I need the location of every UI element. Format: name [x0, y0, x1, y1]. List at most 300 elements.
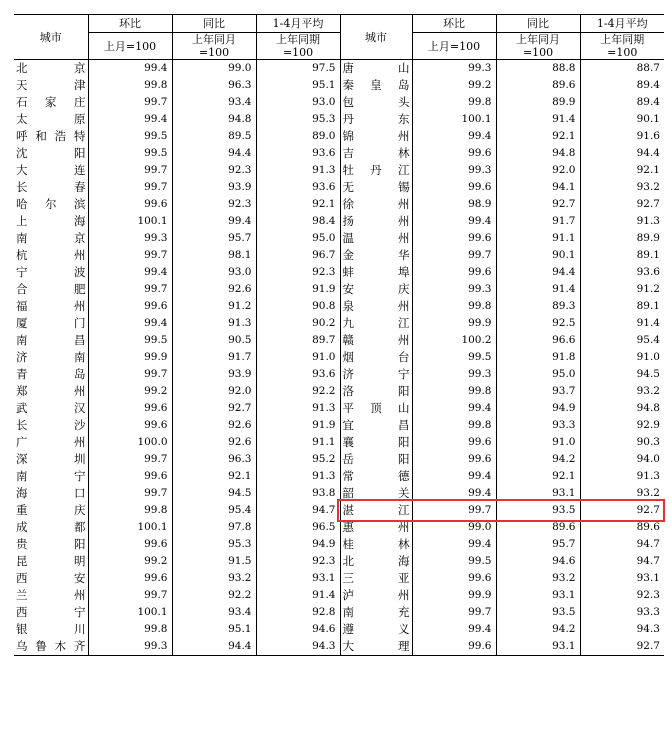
table-row	[14, 604, 664, 621]
avg-value-left: 94.9	[256, 536, 340, 553]
mom-value-right: 99.4	[412, 536, 496, 553]
mom-value-right: 99.4	[412, 213, 496, 230]
yoy-value-right: 89.6	[496, 519, 580, 536]
city-name-right: 蚌 埠	[340, 264, 412, 281]
table-row	[14, 366, 664, 383]
yoy-value-left: 92.0	[172, 383, 256, 400]
price-index-table	[14, 14, 664, 656]
avg-value-left: 92.3	[256, 264, 340, 281]
city-name-left: 沈 阳	[16, 146, 86, 160]
city-name-left: 兰 州	[16, 588, 86, 602]
yoy-value-right: 92.0	[496, 162, 580, 179]
table-row	[14, 451, 664, 468]
header-sub-mom-left: 上月=100	[88, 33, 172, 60]
city-name-right: 牡丹江	[340, 162, 412, 179]
mom-value-right: 99.7	[412, 247, 496, 264]
table-row	[14, 536, 664, 553]
avg-value-right: 91.3	[580, 468, 664, 485]
mom-value-left: 99.3	[88, 230, 172, 247]
city-name-left: 上 海	[16, 214, 86, 228]
header-row-subs	[14, 33, 664, 60]
avg-value-left: 93.6	[256, 145, 340, 162]
yoy-value-right: 91.4	[496, 281, 580, 298]
mom-value-left: 99.8	[88, 77, 172, 94]
table-row	[14, 570, 664, 587]
mom-value-left: 99.6	[88, 196, 172, 213]
mom-value-right: 98.9	[412, 196, 496, 213]
mom-value-left: 99.3	[88, 638, 172, 656]
city-name-left: 青 岛	[16, 367, 86, 381]
mom-value-left: 99.4	[88, 60, 172, 78]
header-mom-right: 环比	[412, 15, 496, 33]
highlight-box	[337, 499, 665, 522]
mom-value-left: 100.1	[88, 519, 172, 536]
yoy-value-left: 93.0	[172, 264, 256, 281]
yoy-value-left: 91.3	[172, 315, 256, 332]
city-name-right: 桂 林	[340, 536, 412, 553]
city-name-left: 南 昌	[16, 333, 86, 347]
avg-value-right: 89.6	[580, 519, 664, 536]
mom-value-left: 99.5	[88, 145, 172, 162]
avg-value-right: 94.7	[580, 536, 664, 553]
city-name-left: 银 川	[16, 622, 86, 636]
mom-value-right: 99.3	[412, 162, 496, 179]
city-name-left: 合 肥	[16, 282, 86, 296]
table-row	[14, 332, 664, 349]
avg-value-right: 92.7	[580, 502, 664, 519]
city-name-right: 包 头	[340, 94, 412, 111]
mom-value-left: 100.0	[88, 434, 172, 451]
city-name-right: 锦 州	[340, 128, 412, 145]
yoy-value-right: 91.1	[496, 230, 580, 247]
city-name-right: 湛 江	[340, 502, 412, 519]
city-name-right: 赣 州	[340, 332, 412, 349]
mom-value-left: 99.4	[88, 111, 172, 128]
city-name-left: 福 州	[16, 299, 86, 313]
avg-value-right: 92.3	[580, 587, 664, 604]
yoy-value-left: 92.6	[172, 281, 256, 298]
mom-value-right: 100.2	[412, 332, 496, 349]
avg-value-right: 89.1	[580, 247, 664, 264]
city-name-left: 厦 门	[16, 316, 86, 330]
mom-value-right: 99.6	[412, 264, 496, 281]
mom-value-right: 99.4	[412, 400, 496, 417]
avg-value-left: 91.3	[256, 468, 340, 485]
header-city-right: 城市	[340, 15, 412, 60]
avg-value-right: 92.7	[580, 196, 664, 213]
mom-value-right: 99.8	[412, 298, 496, 315]
yoy-value-left: 94.5	[172, 485, 256, 502]
table-row	[14, 111, 664, 128]
avg-value-right: 94.0	[580, 451, 664, 468]
table-row	[14, 230, 664, 247]
yoy-value-right: 91.0	[496, 434, 580, 451]
table-row	[14, 638, 664, 656]
table-row	[14, 60, 664, 78]
yoy-value-right: 93.1	[496, 485, 580, 502]
avg-value-right: 89.1	[580, 298, 664, 315]
city-name-right: 扬 州	[340, 213, 412, 230]
city-name-left: 贵 阳	[16, 537, 86, 551]
city-name-right: 温 州	[340, 230, 412, 247]
avg-value-left: 94.6	[256, 621, 340, 638]
yoy-value-left: 93.9	[172, 179, 256, 196]
header-row-groups	[14, 15, 664, 33]
mom-value-left: 99.6	[88, 417, 172, 434]
avg-value-right: 89.4	[580, 94, 664, 111]
city-name-right: 襄 阳	[340, 434, 412, 451]
table-row	[14, 468, 664, 485]
avg-value-right: 94.7	[580, 553, 664, 570]
yoy-value-left: 94.4	[172, 638, 256, 656]
mom-value-right: 99.6	[412, 145, 496, 162]
mom-value-left: 99.7	[88, 281, 172, 298]
avg-value-right: 89.4	[580, 77, 664, 94]
avg-value-left: 94.3	[256, 638, 340, 656]
city-name-left: 济 南	[16, 350, 86, 364]
table-row	[14, 383, 664, 400]
mom-value-left: 99.7	[88, 451, 172, 468]
city-name-left: 西 宁	[16, 605, 86, 619]
header-avg-left: 1-4月平均	[256, 15, 340, 33]
mom-value-left: 99.7	[88, 247, 172, 264]
yoy-value-right: 94.4	[496, 264, 580, 281]
city-name-left: 南 宁	[16, 469, 86, 483]
header-yoy-right: 同比	[496, 15, 580, 33]
city-name-right: 南 充	[340, 604, 412, 621]
avg-value-left: 97.5	[256, 60, 340, 78]
yoy-value-left: 95.4	[172, 502, 256, 519]
yoy-value-right: 89.6	[496, 77, 580, 94]
avg-value-right: 94.8	[580, 400, 664, 417]
header-sub-yoy-right: 上年同月 =100	[496, 33, 580, 60]
table-row	[14, 162, 664, 179]
city-name-right: 徐 州	[340, 196, 412, 213]
yoy-value-right: 89.9	[496, 94, 580, 111]
mom-value-left: 99.2	[88, 553, 172, 570]
mom-value-left: 99.9	[88, 349, 172, 366]
mom-value-left: 99.2	[88, 383, 172, 400]
yoy-value-right: 95.7	[496, 536, 580, 553]
avg-value-left: 91.0	[256, 349, 340, 366]
yoy-value-left: 93.2	[172, 570, 256, 587]
table-row	[14, 621, 664, 638]
avg-value-left: 96.7	[256, 247, 340, 264]
yoy-value-right: 93.1	[496, 587, 580, 604]
avg-value-right: 93.2	[580, 179, 664, 196]
avg-value-left: 89.7	[256, 332, 340, 349]
yoy-value-left: 91.5	[172, 553, 256, 570]
mom-value-left: 99.6	[88, 298, 172, 315]
city-name-right: 岳 阳	[340, 451, 412, 468]
table-row	[14, 587, 664, 604]
city-name-left: 哈尔滨	[16, 197, 86, 211]
city-name-left: 杭 州	[16, 248, 86, 262]
city-name-left: 昆 明	[16, 554, 86, 568]
city-name-left: 重 庆	[16, 503, 86, 517]
yoy-value-left: 95.3	[172, 536, 256, 553]
mom-value-left: 99.5	[88, 332, 172, 349]
city-name-right: 济 宁	[340, 366, 412, 383]
yoy-value-left: 92.6	[172, 434, 256, 451]
yoy-value-right: 91.7	[496, 213, 580, 230]
mom-value-right: 99.4	[412, 128, 496, 145]
header-mom-left: 环比	[88, 15, 172, 33]
city-name-right: 常 德	[340, 468, 412, 485]
mom-value-right: 99.6	[412, 638, 496, 656]
avg-value-left: 92.3	[256, 553, 340, 570]
mom-value-left: 99.7	[88, 94, 172, 111]
city-name-right: 韶 关	[340, 485, 412, 502]
city-name-left: 南 京	[16, 231, 86, 245]
city-name-left: 太 原	[16, 112, 86, 126]
avg-value-left: 96.5	[256, 519, 340, 536]
yoy-value-left: 98.1	[172, 247, 256, 264]
yoy-value-left: 99.0	[172, 60, 256, 78]
yoy-value-left: 94.4	[172, 145, 256, 162]
city-name-right: 泸 州	[340, 587, 412, 604]
city-name-left: 成 都	[16, 520, 86, 534]
table-row	[14, 264, 664, 281]
avg-value-left: 98.4	[256, 213, 340, 230]
avg-value-left: 95.3	[256, 111, 340, 128]
city-name-right: 安 庆	[340, 281, 412, 298]
table-row	[14, 400, 664, 417]
mom-value-right: 99.8	[412, 417, 496, 434]
yoy-value-left: 97.8	[172, 519, 256, 536]
mom-value-left: 99.7	[88, 162, 172, 179]
city-name-left: 北 京	[16, 61, 86, 75]
avg-value-right: 90.3	[580, 434, 664, 451]
table-row	[14, 213, 664, 230]
avg-value-left: 91.9	[256, 417, 340, 434]
table-row	[14, 417, 664, 434]
table-body	[14, 60, 664, 656]
mom-value-right: 99.6	[412, 230, 496, 247]
city-name-right: 九 江	[340, 315, 412, 332]
yoy-value-right: 96.6	[496, 332, 580, 349]
avg-value-left: 92.1	[256, 196, 340, 213]
yoy-value-right: 93.5	[496, 502, 580, 519]
avg-value-left: 91.3	[256, 162, 340, 179]
header-avg-right: 1-4月平均	[580, 15, 664, 33]
avg-value-right: 91.2	[580, 281, 664, 298]
mom-value-right: 99.7	[412, 502, 496, 519]
mom-value-left: 100.1	[88, 213, 172, 230]
mom-value-left: 99.8	[88, 502, 172, 519]
avg-value-left: 89.0	[256, 128, 340, 145]
mom-value-right: 99.4	[412, 485, 496, 502]
table-row	[14, 128, 664, 145]
city-name-left: 石家庄	[16, 95, 86, 109]
yoy-value-left: 95.1	[172, 621, 256, 638]
avg-value-right: 90.1	[580, 111, 664, 128]
avg-value-left: 93.6	[256, 179, 340, 196]
city-name-right: 烟 台	[340, 349, 412, 366]
city-name-right: 泉 州	[340, 298, 412, 315]
yoy-value-right: 94.8	[496, 145, 580, 162]
avg-value-right: 91.4	[580, 315, 664, 332]
mom-value-left: 99.7	[88, 587, 172, 604]
yoy-value-left: 89.5	[172, 128, 256, 145]
yoy-value-left: 93.4	[172, 604, 256, 621]
avg-value-right: 93.1	[580, 570, 664, 587]
yoy-value-right: 93.7	[496, 383, 580, 400]
yoy-value-left: 96.3	[172, 77, 256, 94]
avg-value-right: 94.4	[580, 145, 664, 162]
avg-value-right: 93.2	[580, 485, 664, 502]
avg-value-left: 95.2	[256, 451, 340, 468]
avg-value-left: 93.1	[256, 570, 340, 587]
mom-value-right: 99.6	[412, 179, 496, 196]
avg-value-left: 90.2	[256, 315, 340, 332]
mom-value-right: 99.6	[412, 451, 496, 468]
table-row	[14, 349, 664, 366]
city-name-right: 宜 昌	[340, 417, 412, 434]
city-name-right: 北 海	[340, 553, 412, 570]
city-name-left: 郑 州	[16, 384, 86, 398]
yoy-value-left: 96.3	[172, 451, 256, 468]
mom-value-right: 99.4	[412, 621, 496, 638]
yoy-value-left: 92.3	[172, 162, 256, 179]
avg-value-right: 93.2	[580, 383, 664, 400]
yoy-value-right: 92.1	[496, 468, 580, 485]
header-yoy-left: 同比	[172, 15, 256, 33]
avg-value-left: 91.3	[256, 400, 340, 417]
avg-value-left: 92.8	[256, 604, 340, 621]
mom-value-left: 99.7	[88, 485, 172, 502]
city-name-right: 三 亚	[340, 570, 412, 587]
avg-value-right: 95.4	[580, 332, 664, 349]
city-name-left: 乌鲁木齐	[14, 638, 88, 656]
city-name-right: 秦皇岛	[340, 77, 412, 94]
mom-value-right: 99.6	[412, 570, 496, 587]
mom-value-right: 99.5	[412, 553, 496, 570]
avg-value-right: 94.3	[580, 621, 664, 638]
yoy-value-right: 94.6	[496, 553, 580, 570]
mom-value-left: 99.4	[88, 264, 172, 281]
table-row	[14, 247, 664, 264]
city-name-left: 深 圳	[16, 452, 86, 466]
yoy-value-right: 92.1	[496, 128, 580, 145]
avg-value-left: 93.8	[256, 485, 340, 502]
mom-value-right: 100.1	[412, 111, 496, 128]
yoy-value-left: 93.4	[172, 94, 256, 111]
avg-value-right: 93.6	[580, 264, 664, 281]
mom-value-left: 99.5	[88, 128, 172, 145]
city-name-left: 呼和浩特	[16, 129, 86, 143]
avg-value-left: 91.4	[256, 587, 340, 604]
mom-value-left: 99.8	[88, 621, 172, 638]
city-name-left: 武 汉	[16, 401, 86, 415]
mom-value-right: 99.3	[412, 281, 496, 298]
mom-value-left: 99.7	[88, 179, 172, 196]
avg-value-left: 95.0	[256, 230, 340, 247]
yoy-value-left: 92.6	[172, 417, 256, 434]
yoy-value-right: 93.1	[496, 638, 580, 656]
avg-value-right: 92.1	[580, 162, 664, 179]
mom-value-right: 99.2	[412, 77, 496, 94]
yoy-value-right: 95.0	[496, 366, 580, 383]
city-name-left: 宁 波	[16, 265, 86, 279]
mom-value-right: 99.5	[412, 349, 496, 366]
city-name-left: 海 口	[16, 486, 86, 500]
city-name-right: 惠 州	[340, 519, 412, 536]
table-row	[14, 553, 664, 570]
mom-value-right: 99.4	[412, 468, 496, 485]
avg-value-right: 89.9	[580, 230, 664, 247]
city-name-left: 长 春	[16, 180, 86, 194]
avg-value-right: 91.0	[580, 349, 664, 366]
yoy-value-right: 90.1	[496, 247, 580, 264]
header-city-left: 城市	[14, 15, 88, 60]
yoy-value-right: 89.3	[496, 298, 580, 315]
avg-value-right: 88.7	[580, 60, 664, 78]
city-name-left: 天 津	[16, 78, 86, 92]
price-index-table-container	[14, 14, 660, 656]
table-row	[14, 94, 664, 111]
mom-value-right: 99.9	[412, 587, 496, 604]
table-row	[14, 145, 664, 162]
table-row	[14, 196, 664, 213]
yoy-value-right: 94.2	[496, 621, 580, 638]
table-row	[14, 77, 664, 94]
mom-value-left: 100.1	[88, 604, 172, 621]
city-name-left: 西 安	[16, 571, 86, 585]
header-sub-yoy-left: 上年同月 =100	[172, 33, 256, 60]
avg-value-right: 92.7	[580, 638, 664, 656]
avg-value-left: 93.6	[256, 366, 340, 383]
mom-value-left: 99.6	[88, 468, 172, 485]
mom-value-right: 99.8	[412, 94, 496, 111]
avg-value-left: 92.2	[256, 383, 340, 400]
city-name-right: 丹 东	[340, 111, 412, 128]
city-name-right: 平顶山	[340, 400, 412, 417]
mom-value-left: 99.4	[88, 315, 172, 332]
yoy-value-right: 93.5	[496, 604, 580, 621]
yoy-value-right: 94.1	[496, 179, 580, 196]
avg-value-right: 93.3	[580, 604, 664, 621]
city-name-right: 吉 林	[340, 145, 412, 162]
yoy-value-right: 94.9	[496, 400, 580, 417]
table-row	[14, 298, 664, 315]
mom-value-left: 99.7	[88, 366, 172, 383]
header-sub-avg-right: 上年同期 =100	[580, 33, 664, 60]
mom-value-left: 99.6	[88, 536, 172, 553]
yoy-value-right: 92.5	[496, 315, 580, 332]
avg-value-right: 91.3	[580, 213, 664, 230]
yoy-value-left: 94.8	[172, 111, 256, 128]
mom-value-left: 99.6	[88, 400, 172, 417]
yoy-value-right: 91.8	[496, 349, 580, 366]
yoy-value-left: 93.9	[172, 366, 256, 383]
city-name-right: 唐 山	[340, 60, 412, 78]
yoy-value-right: 92.7	[496, 196, 580, 213]
city-name-right: 大 理	[340, 638, 412, 656]
table-row	[14, 434, 664, 451]
table-row	[14, 281, 664, 298]
city-name-left: 大 连	[16, 163, 86, 177]
avg-value-left: 90.8	[256, 298, 340, 315]
mom-value-right: 99.9	[412, 315, 496, 332]
city-name-right: 金 华	[340, 247, 412, 264]
yoy-value-right: 93.3	[496, 417, 580, 434]
city-name-left: 广 州	[16, 435, 86, 449]
header-sub-avg-left: 上年同期 =100	[256, 33, 340, 60]
yoy-value-left: 90.5	[172, 332, 256, 349]
yoy-value-left: 92.7	[172, 400, 256, 417]
city-name-right: 无 锡	[340, 179, 412, 196]
